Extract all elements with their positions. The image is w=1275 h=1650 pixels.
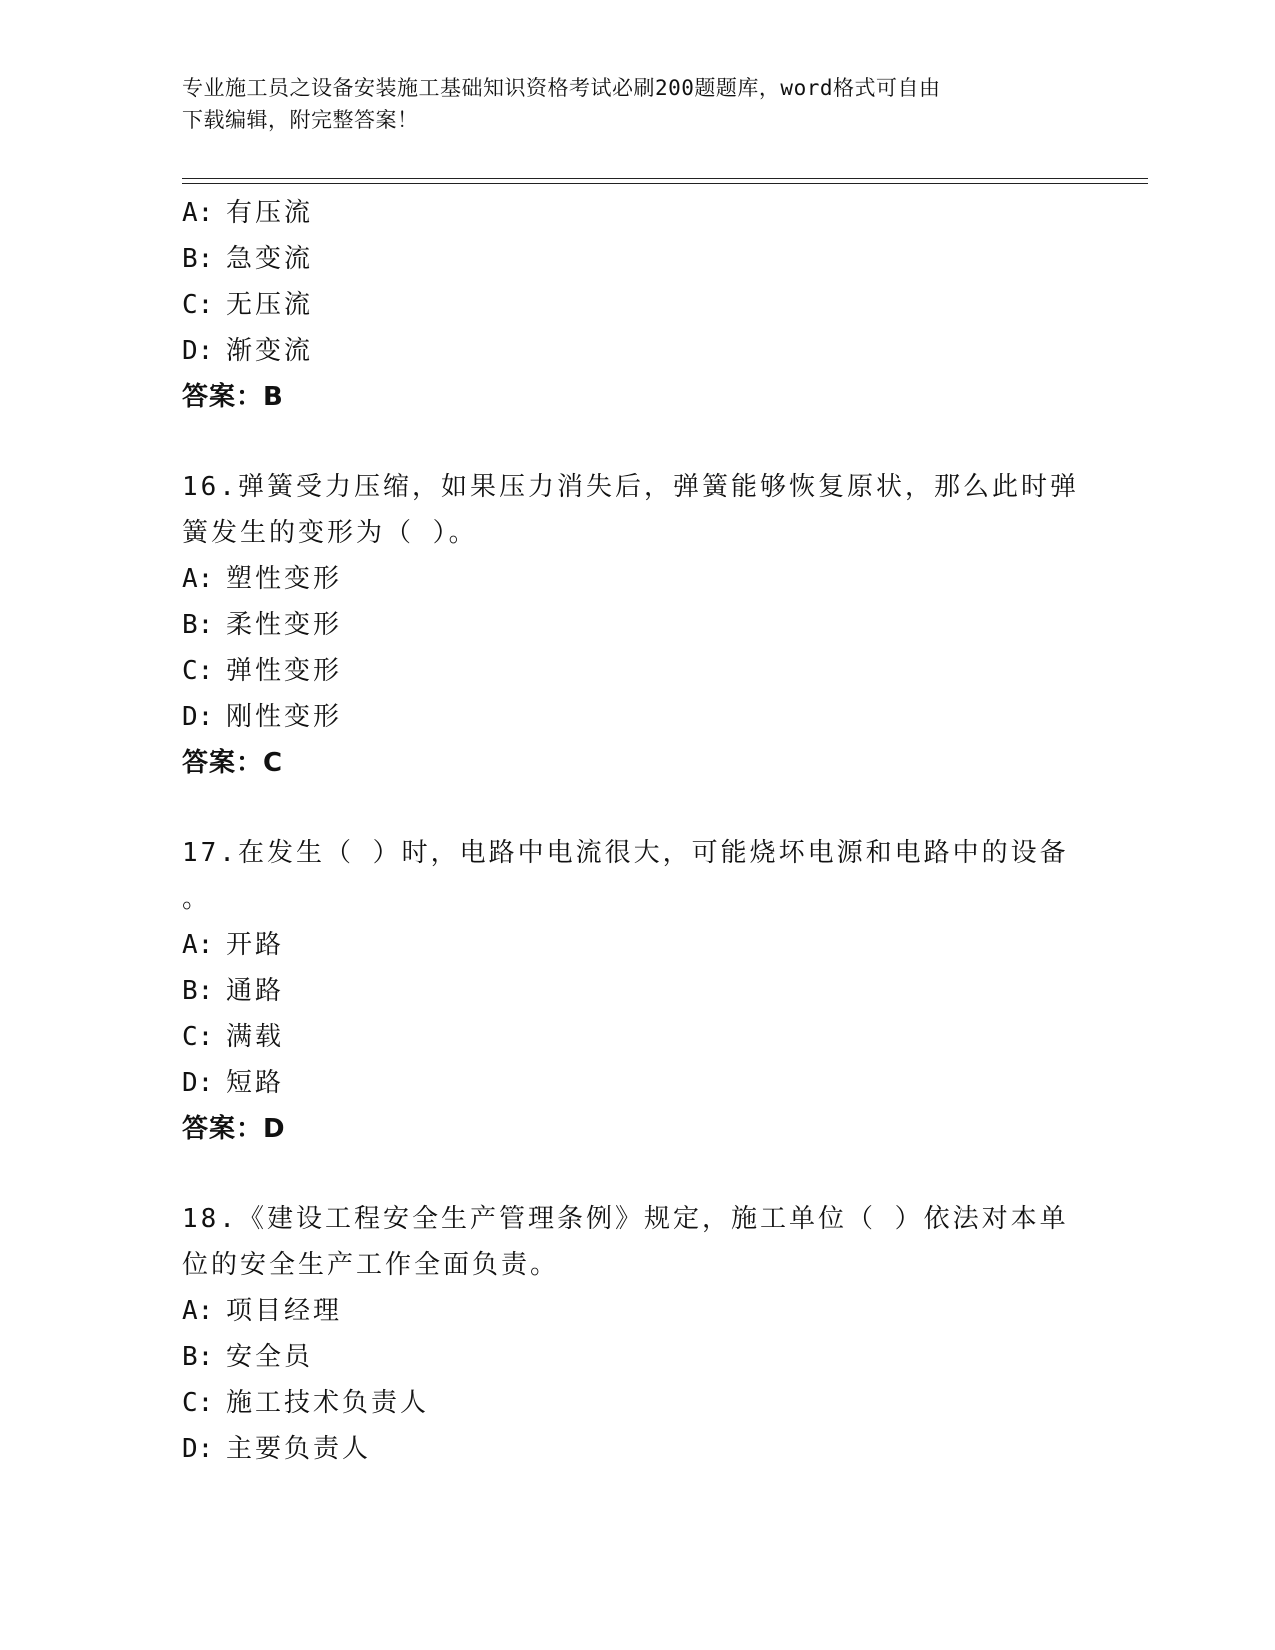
option-key: C:	[182, 1388, 214, 1418]
option-key: A:	[182, 198, 214, 228]
header-line-2: 下载编辑，附完整答案！	[182, 108, 419, 132]
option-text: 安全员	[226, 1342, 314, 1372]
option-key: A:	[182, 930, 214, 960]
option-text: 施工技术负责人	[226, 1388, 430, 1418]
option-c	[182, 1014, 1082, 1060]
option-text: 有压流	[226, 198, 314, 228]
question-stem-line-2: 。	[182, 884, 212, 914]
spacer	[182, 1152, 1082, 1196]
option-text: 通路	[226, 976, 285, 1006]
question-content	[182, 190, 1082, 1472]
spacer	[182, 786, 1082, 830]
question-stem-line-2: 位的安全生产工作全面负责。	[182, 1250, 560, 1280]
option-key: B:	[182, 1342, 214, 1372]
option-text: 项目经理	[226, 1296, 343, 1326]
option-key: B:	[182, 244, 214, 274]
option-d	[182, 1060, 1082, 1106]
option-a	[182, 1288, 1082, 1334]
option-key: D:	[182, 702, 214, 732]
option-c	[182, 648, 1082, 694]
option-text: 柔性变形	[226, 610, 343, 640]
question-18	[182, 1196, 1082, 1472]
option-text: 满载	[226, 1022, 285, 1052]
question-stem-line-1: 18.《建设工程安全生产管理条例》规定，施工单位（ ）依法对本单	[182, 1204, 1069, 1234]
option-a	[182, 190, 1082, 236]
option-b	[182, 1334, 1082, 1380]
question-stem-line-1: 17.在发生（ ）时，电路中电流很大，可能烧坏电源和电路中的设备	[182, 838, 1069, 868]
option-a	[182, 556, 1082, 602]
option-d	[182, 694, 1082, 740]
option-text: 主要负责人	[226, 1434, 372, 1464]
option-a	[182, 922, 1082, 968]
header-line-1: 专业施工员之设备安装施工基础知识资格考试必刷200题题库，word格式可自由	[182, 76, 941, 100]
question-15-continued	[182, 190, 1082, 420]
document-header	[182, 72, 1062, 136]
option-text: 塑性变形	[226, 564, 343, 594]
option-key: D:	[182, 336, 214, 366]
option-b	[182, 968, 1082, 1014]
option-c	[182, 282, 1082, 328]
option-key: A:	[182, 564, 214, 594]
header-divider-bottom	[182, 183, 1148, 184]
option-key: C:	[182, 1022, 214, 1052]
option-d	[182, 1426, 1082, 1472]
answer-line: 答案：B	[182, 382, 284, 412]
option-key: C:	[182, 290, 214, 320]
spacer	[182, 420, 1082, 464]
question-stem-line-1: 16.弹簧受力压缩，如果压力消失后，弹簧能够恢复原状，那么此时弹	[182, 472, 1079, 502]
option-text: 弹性变形	[226, 656, 343, 686]
answer-line: 答案：C	[182, 748, 284, 778]
option-key: A:	[182, 1296, 214, 1326]
option-key: D:	[182, 1434, 214, 1464]
header-divider-top	[182, 178, 1148, 179]
option-text: 短路	[226, 1068, 285, 1098]
question-stem-line-2: 簧发生的变形为（ ）。	[182, 518, 478, 548]
option-text: 急变流	[226, 244, 314, 274]
option-text: 开路	[226, 930, 285, 960]
option-text: 无压流	[226, 290, 314, 320]
question-16	[182, 464, 1082, 786]
option-text: 渐变流	[226, 336, 314, 366]
option-c	[182, 1380, 1082, 1426]
option-text: 刚性变形	[226, 702, 343, 732]
option-key: D:	[182, 1068, 214, 1098]
answer-line: 答案：D	[182, 1114, 286, 1144]
question-17	[182, 830, 1082, 1152]
option-key: B:	[182, 610, 214, 640]
option-d	[182, 328, 1082, 374]
option-key: C:	[182, 656, 214, 686]
option-b	[182, 236, 1082, 282]
option-b	[182, 602, 1082, 648]
option-key: B:	[182, 976, 214, 1006]
